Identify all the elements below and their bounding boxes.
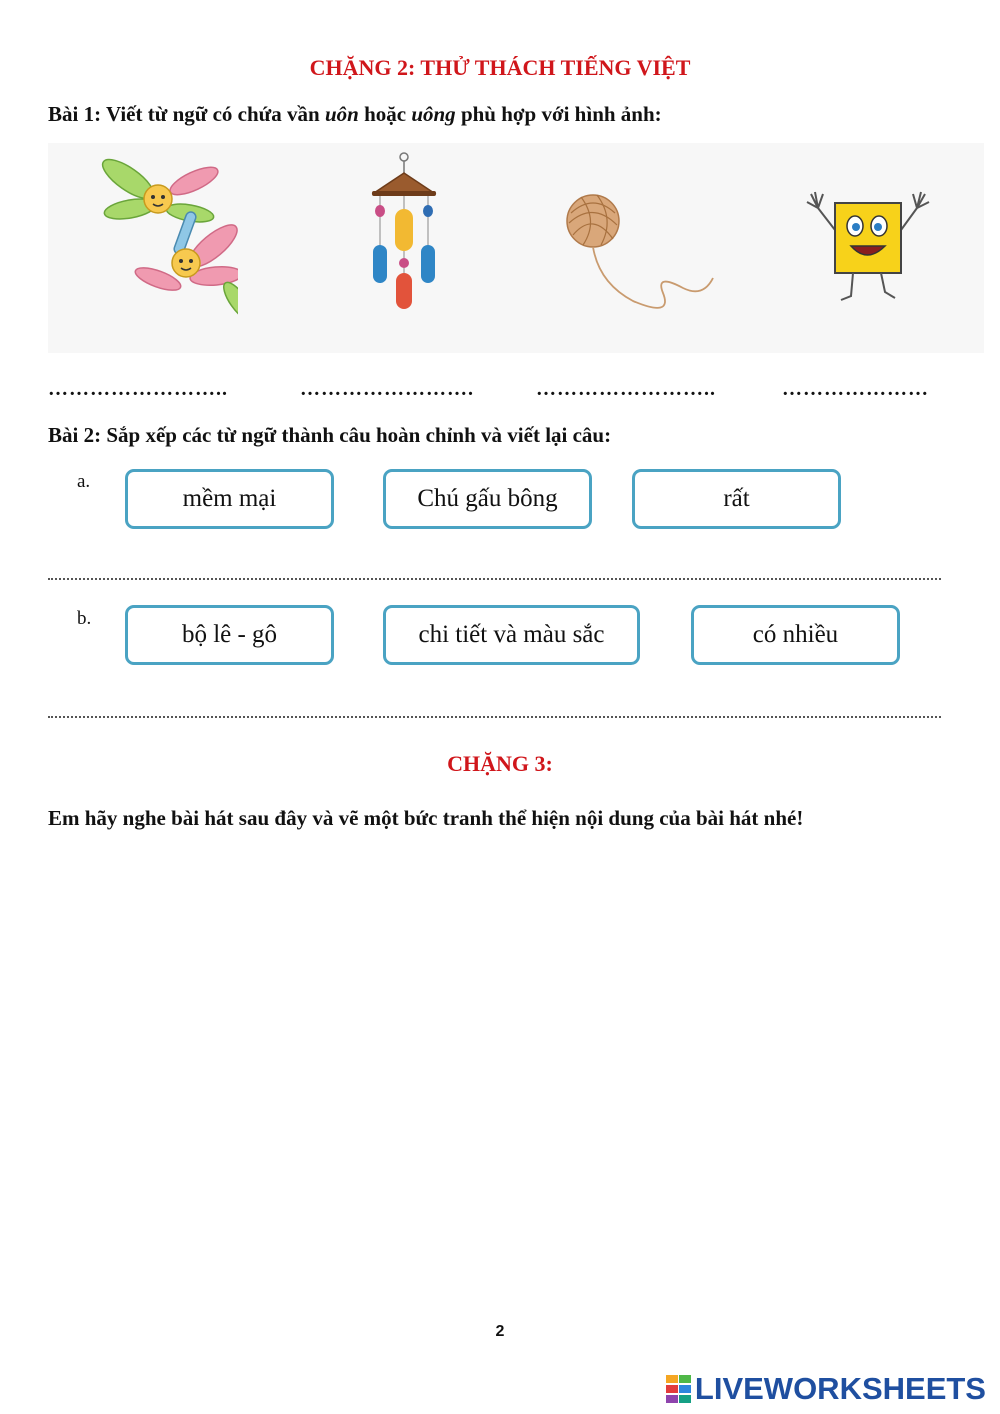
- page-number: 2: [495, 1323, 505, 1340]
- exercise1-instruction: Bài 1: Viết từ ngữ có chứa vần uôn hoặc uông phù hợp với hình ảnh:: [48, 102, 662, 126]
- yarn-ball-image: [563, 183, 723, 323]
- answer-line-a[interactable]: [48, 578, 941, 580]
- exercise1-picture-strip: [48, 143, 984, 353]
- section2-title: CHẶNG 2: THỬ THÁCH TIẾNG VIỆT: [309, 55, 691, 80]
- word-box[interactable]: bộ lê - gô: [125, 605, 334, 665]
- word-box[interactable]: mềm mại: [125, 469, 334, 529]
- dragonflies-image: [98, 151, 238, 321]
- wind-chime-image: [368, 151, 448, 313]
- answer-blank-2[interactable]: …………………….: [300, 378, 474, 400]
- liveworksheets-logo: [666, 1371, 986, 1407]
- word-box[interactable]: có nhiều: [691, 605, 900, 665]
- answer-blank-4[interactable]: …………………: [782, 378, 929, 400]
- item-b-letter: b.: [77, 608, 92, 629]
- square-character-image: [803, 188, 933, 313]
- brand-text: LIVEWORKSHEETS: [694, 1371, 986, 1406]
- liveworksheets-icon: [666, 1375, 692, 1403]
- answer-blank-1[interactable]: ……………………..: [48, 378, 228, 400]
- exercise2-instruction: Bài 2: Sắp xếp các từ ngữ thành câu hoàn chỉnh và viết lại câu:: [48, 423, 612, 447]
- word-box[interactable]: Chú gấu bông: [383, 469, 592, 529]
- item-a-letter: a.: [77, 471, 91, 492]
- section3-title: CHẶNG 3:: [447, 751, 553, 776]
- answer-line-b[interactable]: [48, 716, 941, 718]
- word-box[interactable]: chi tiết và màu sắc: [383, 605, 640, 665]
- answer-blank-3[interactable]: ……………………..: [536, 378, 716, 400]
- section3-instruction: Em hãy nghe bài hát sau đây và vẽ một bức tranh thể hiện nội dung của bài hát nhé!: [48, 806, 804, 830]
- word-box[interactable]: rất: [632, 469, 841, 529]
